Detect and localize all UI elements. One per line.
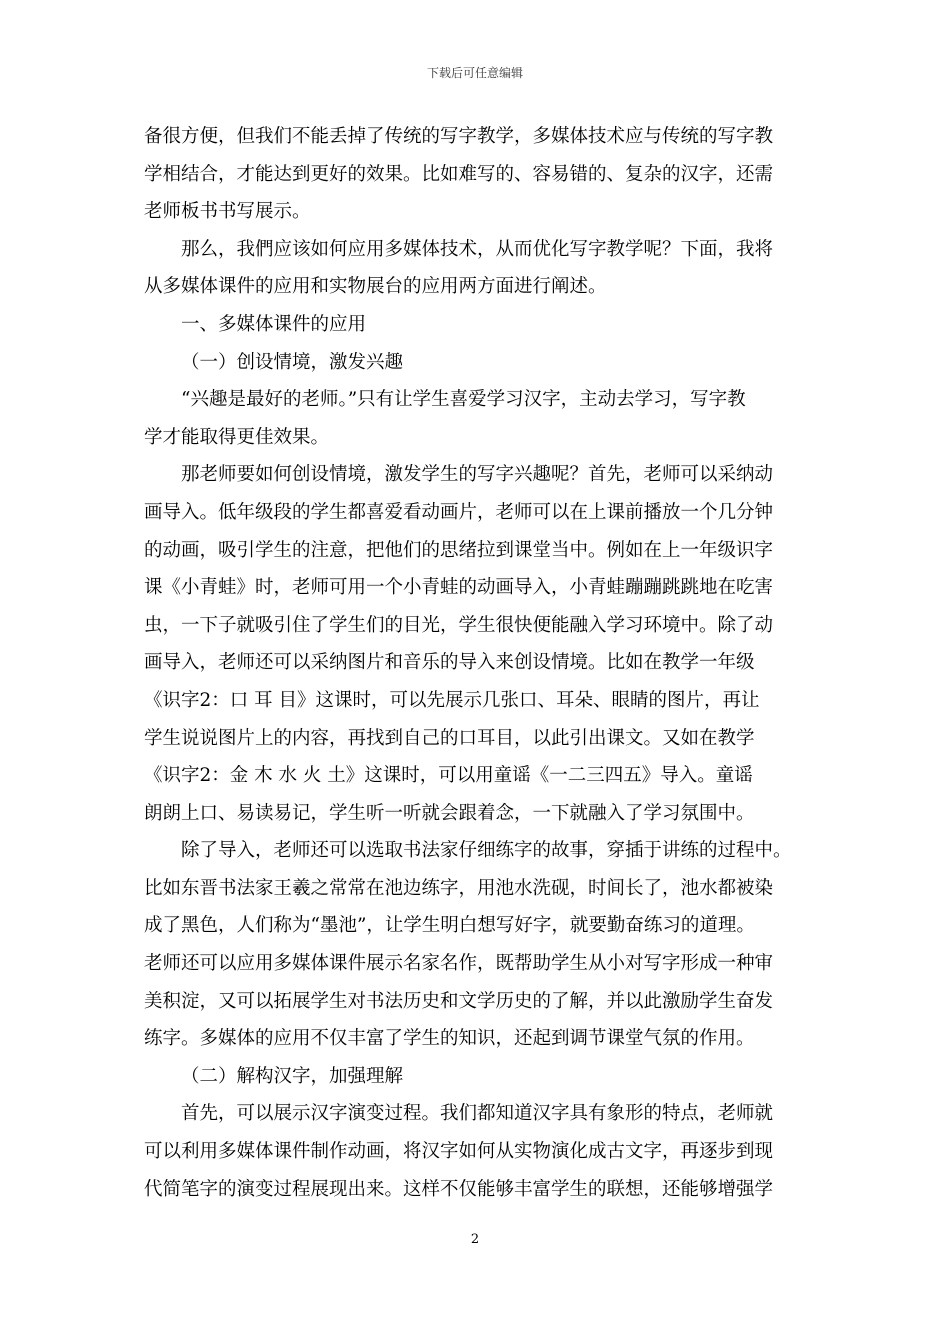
page-number: 2 — [470, 1232, 480, 1247]
text-line: 从多媒体课件的应用和实物展台的应用两方面进行阐述。 — [144, 276, 607, 298]
text-line: 虫，一下子就吸引住了学生们的目光，学生很快便能融入学习环境中。除了动 — [144, 614, 774, 636]
page-header: 下载后可任意编辑 — [426, 66, 523, 80]
text-line: （二）解构汉字，加强理解 — [181, 1065, 404, 1087]
text-line: （一）创设情境，激发兴趣 — [181, 351, 404, 373]
text-line: 画导入。低年级段的学生都喜爱看动画片，老师可以在上课前播放一个几分钟 — [144, 501, 774, 523]
text-line: 美积淀，又可以拓展学生对书法历史和文学历史的了解，并以此激励学生奋发 — [144, 990, 774, 1012]
text-line: 学生说说图片上的内容，再找到自己的口耳目，以此引出课文。又如在教学 — [144, 727, 755, 749]
text-line: 备很方便，但我们不能丢掉了传统的写字教学，多媒体技术应与传统的写字教 — [144, 126, 774, 147]
text-line: 老师板书书写展示。 — [144, 201, 311, 223]
text-line: 课《小青蛙》时，老师可用一个小青蛙的动画导入，小青蛙蹦蹦跳跳地在吃害 — [144, 577, 774, 599]
text-line: 学才能取得更佳效果。 — [144, 426, 330, 448]
text-line: 老师还可以应用多媒体课件展示名家名作，既帮助学生从小对写字形成一种审 — [144, 953, 774, 975]
text-line: 一、多媒体课件的应用 — [181, 313, 367, 335]
text-line: 首先，可以展示汉字演变过程。我们都知道汉字具有象形的特点，老师就 — [181, 1103, 774, 1125]
text-line: 可以利用多媒体课件制作动画，将汉字如何从实物演化成古文字，再逐步到现 — [144, 1141, 774, 1163]
text-line: 画导入，老师还可以采纳图片和音乐的导入来创设情境。比如在教学一年级 — [144, 652, 755, 674]
text-line: 的动画，吸引学生的注意，把他们的思绪拉到课堂当中。例如在上一年级识字 — [144, 539, 774, 561]
text-line: 代简笔字的演变过程展现出来。这样不仅能够丰富学生的联想，还能够增强学 — [144, 1178, 774, 1200]
text-line: 《识字2：口 耳 目》这课时，可以先展示几张口、耳朵、眼睛的图片，再让 — [144, 689, 760, 711]
text-line: 练字。多媒体的应用不仅丰富了学生的知识，还起到调节课堂气氛的作用。 — [144, 1028, 755, 1050]
document-body — [144, 118, 806, 1208]
text-line: 那老师要如何创设情境，激发学生的写字兴趣呢？首先，老师可以采纳动 — [181, 464, 774, 486]
text-line: 学相结合，才能达到更好的效果。比如难写的、容易错的、复杂的汉字，还需 — [144, 163, 774, 185]
text-line: 成了黑色，人们称为“墨池”，让学生明白想写好字，就要勤奋练习的道理。 — [144, 915, 755, 937]
text-line: “兴趣是最好的老师。”只有让学生喜爱学习汉字，主动去学习，写字教 — [181, 389, 746, 411]
text-line: 朗朗上口、易读易记，学生听一听就会跟着念，一下就融入了学习氛围中。 — [144, 802, 755, 824]
text-line: 那么，我們应该如何应用多媒体技术，从而优化写字教学呢？下面，我将 — [181, 238, 774, 260]
text-line: 比如东晋书法家王羲之常常在池边练字，用池水洗砚，时间长了，池水都被染 — [144, 877, 774, 899]
text-line: 除了导入，老师还可以选取书法家仔细练字的故事，穿插于讲练的过程中。 — [181, 840, 792, 862]
text-line: 《识字2：金 木 水 火 土》这课时，可以用童谣《一二三四五》导入。童谣 — [144, 765, 753, 787]
